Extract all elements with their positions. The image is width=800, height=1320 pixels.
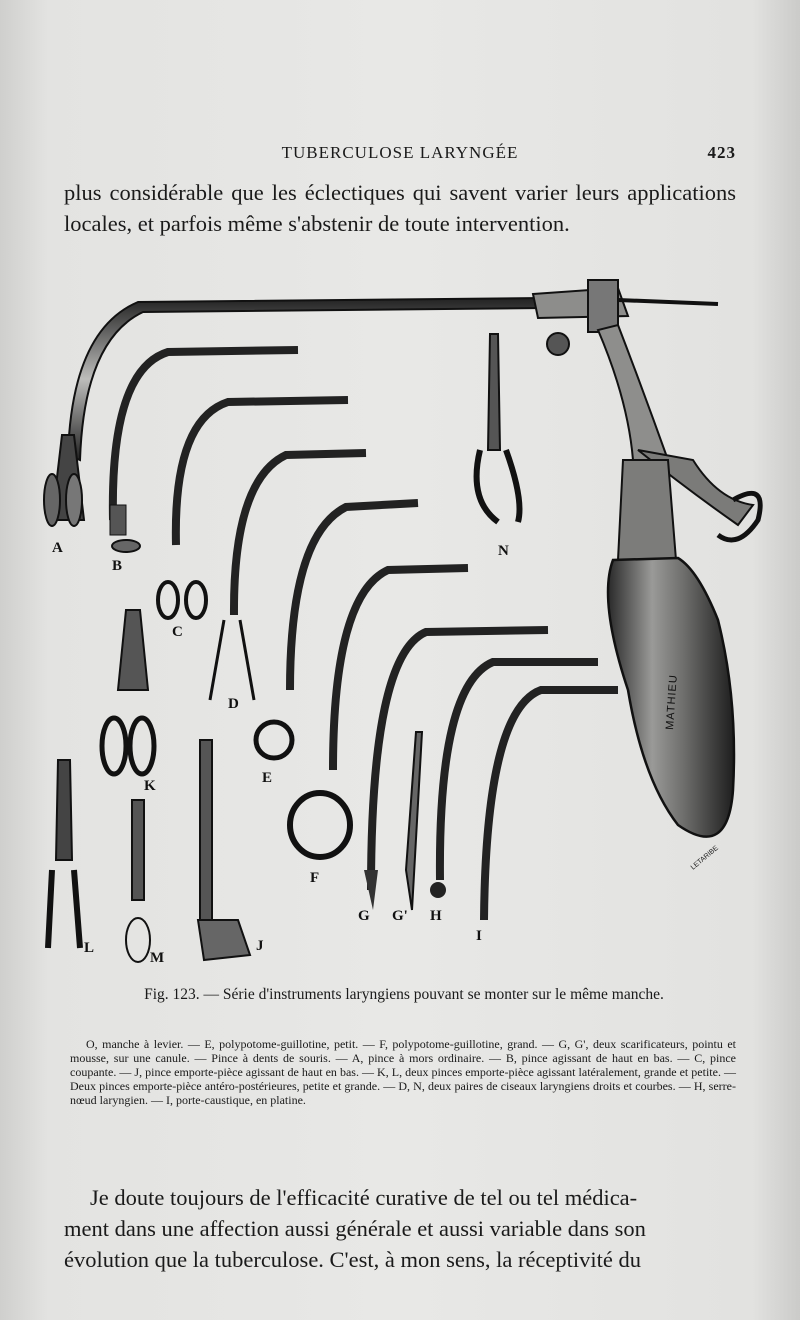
instrument-i [484,690,618,920]
instrument-g-prime [406,732,422,910]
instrument-k [102,610,154,774]
label-m: M [150,950,165,966]
instrument-l [48,760,80,948]
label-n: N [498,543,509,559]
bottom-line-1: Je doute toujours de l'efficacité curative de tel ou tel médica- [90,1185,638,1210]
figure-legend: O, manche à levier. — E, polypotome-guillotine, petit. — F, polypotome-guillotine, grand. — G, G', deux scarificateurs, pointu et mousse, sur une canule. — Pince à dents de souris. — A, pince à mors ordinaire. — B, pince agissant de haut en bas. — C, pince coupante. — J, pince emporte-pièce agissant de haut en bas. — K, L, deux pinces emporte-pièce agissant latéralement, grande et petite. — Deux pinces emporte-pièce antéro-postérieures, petite et grande. — D, N, deux paires de ciseaux laryngiens droits et courbes. — H, serre-nœud laryngien. — I, porte-caustique, en platine. [70,1037,736,1107]
label-i: I [476,928,482,944]
figure-caption: Fig. 123. — Série d'instruments laryngiens pouvant se monter sur le même manche. [144,986,664,1003]
label-b: B [112,558,123,574]
label-h: H [430,908,442,924]
label-d: D [228,696,239,712]
instrument-c [158,400,348,618]
instrument-g [364,630,548,910]
label-j: J [256,938,264,954]
engraver-signature: LETARIBE [689,844,720,872]
label-g-prime: G' [392,908,408,924]
label-l: L [84,940,95,956]
running-title: TUBERCULOSE LARYNGÉE [281,143,519,162]
label-f: F [310,870,320,886]
instrument-figure [28,270,778,982]
running-head [64,143,736,165]
label-c: C [172,624,183,640]
instrument-h [430,662,598,898]
instrument-illustration [28,270,778,982]
label-g: G [358,908,370,924]
bottom-line-3: évolution que la tuberculose. C'est, à mon sens, la réceptivité du [64,1247,642,1272]
label-e: E [262,770,273,786]
label-k: K [144,778,156,794]
instrument-n [477,334,520,522]
bottom-line-2: ment dans une affection aussi générale et aussi variable dans son [64,1216,646,1241]
instrument-b [110,350,298,552]
handle-engraving: MATHIEU [664,673,680,731]
instrument-j [198,740,250,960]
instrument-m [126,800,150,962]
label-a: A [52,540,63,556]
top-paragraph: plus considérable que les éclectiques qui savent varier leurs applications locales, et parfois même s'abstenir de toute intervention. [64,180,736,236]
bottom-paragraph [64,1182,736,1275]
page-number: 423 [707,143,736,162]
